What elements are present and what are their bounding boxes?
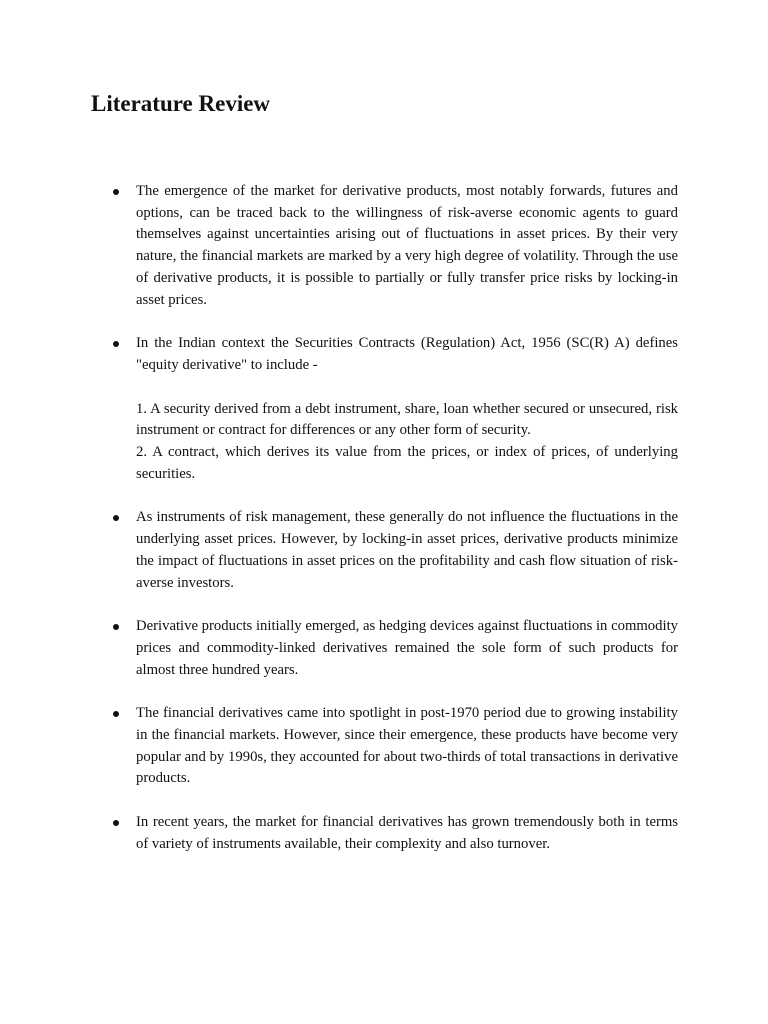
page-title: Literature Review xyxy=(91,91,271,116)
bullet-dot-icon xyxy=(113,820,119,826)
bullet-list xyxy=(108,181,678,856)
bullet-item-6 xyxy=(108,812,678,855)
bullet-dot-icon xyxy=(113,189,119,195)
bullet-item-1 xyxy=(108,181,678,311)
bullet-dot-icon xyxy=(113,515,119,521)
bullet-dot-icon xyxy=(113,341,119,347)
bullet-item-4 xyxy=(108,616,678,681)
bullet-text-4: Derivative products initially emerged, as hedging devices against fluctuations in commodity prices and commodity-linked derivatives remained the sole form of such products for almost three hundred years. xyxy=(136,618,678,678)
bullet-text-2: In the Indian context the Securities Contracts (Regulation) Act, 1956 (SC(R) A) defines "equity derivative" to include - xyxy=(136,335,678,373)
bullet-text-5: The financial derivatives came into spotlight in post-1970 period due to growing instability in the financial markets. However, since their emergence, these products have become very popular and by 1990s, they accounted for about two-thirds of total transactions in derivative products. xyxy=(136,705,678,787)
bullet-text-3: As instruments of risk management, these generally do not influence the fluctuations in the underlying asset prices. However, by locking-in asset prices, derivative products minimize the impact of fluctuations in asset prices on the profitability and cash flow situation of risk-averse investors. xyxy=(136,509,678,591)
definition-item-2: 2. A contract, which derives its value from the prices, or index of prices, of underlying securities. xyxy=(136,444,678,482)
bullet-text-6: In recent years, the market for financial derivatives has grown tremendously both in terms of variety of instruments available, their complexity and also turnover. xyxy=(136,814,678,852)
definition-sub-list xyxy=(136,399,678,486)
definition-item-1: 1. A security derived from a debt instrument, share, loan whether secured or unsecured, risk instrument or contract for differences or any other form of security. xyxy=(136,400,678,439)
bullet-dot-icon xyxy=(113,624,119,630)
bullet-dot-icon xyxy=(113,711,119,717)
bullet-item-3 xyxy=(108,507,678,594)
bullet-item-5 xyxy=(108,703,678,790)
literature-review-content xyxy=(108,181,678,856)
bullet-text-1: The emergence of the market for derivative products, most notably forwards, futures and options, can be traced back to the willingness of risk-averse economic agents to guard themselves against uncertainties arising out of fluctuations in asset prices. By their very nature, the financial markets are marked by a very high degree of volatility. Through the use of derivative products, it is possible to partially or fully transfer price risks by locking-in asset prices. xyxy=(136,183,678,308)
bullet-item-2 xyxy=(108,333,678,485)
